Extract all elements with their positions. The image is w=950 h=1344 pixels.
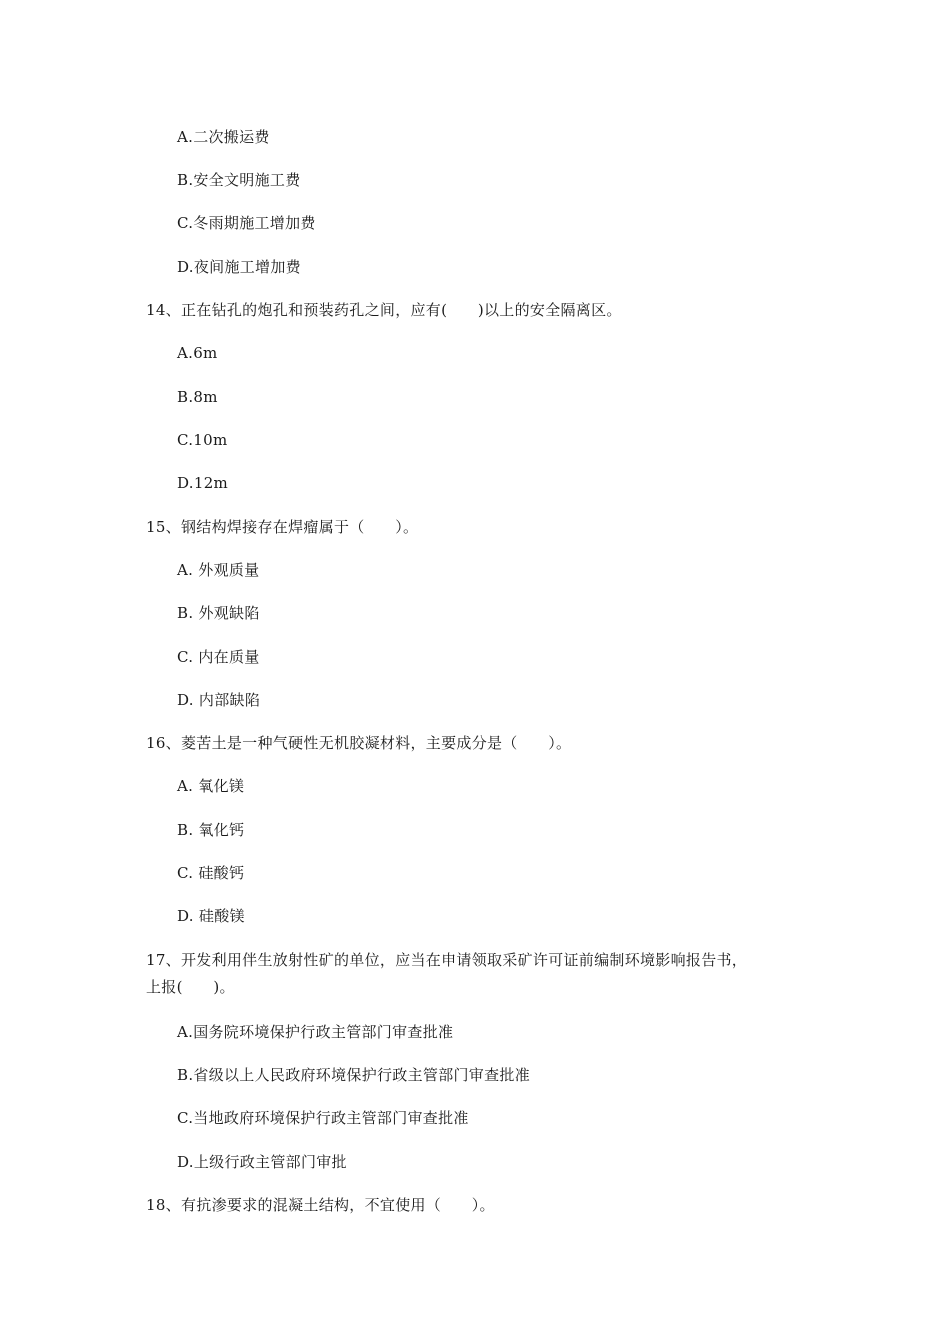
q13-option-c: C.冬雨期施工增加费 bbox=[177, 214, 316, 232]
q15-option-b: B. 外观缺陷 bbox=[177, 604, 260, 622]
q18-stem: 18、有抗渗要求的混凝土结构，不宜使用（ ）。 bbox=[146, 1196, 495, 1214]
q14-option-d: D.12m bbox=[177, 474, 229, 492]
q14-option-a: A.6m bbox=[177, 344, 218, 362]
q17-option-d: D.上级行政主管部门审批 bbox=[177, 1153, 347, 1171]
q14-option-b: B.8m bbox=[177, 388, 218, 406]
q14-stem: 14、正在钻孔的炮孔和预装药孔之间，应有( )以上的安全隔离区。 bbox=[146, 301, 622, 319]
q17-option-c: C.当地政府环境保护行政主管部门审查批准 bbox=[177, 1109, 469, 1127]
q13-option-a: A.二次搬运费 bbox=[177, 128, 270, 146]
q16-option-d: D. 硅酸镁 bbox=[177, 907, 245, 925]
q13-option-d: D.夜间施工增加费 bbox=[177, 258, 301, 276]
q15-option-d: D. 内部缺陷 bbox=[177, 691, 261, 709]
q16-stem: 16、菱苦土是一种气硬性无机胶凝材料，主要成分是（ ）。 bbox=[146, 734, 572, 752]
q15-option-c: C. 内在质量 bbox=[177, 648, 260, 666]
q17-option-a: A.国务院环境保护行政主管部门审查批准 bbox=[177, 1023, 454, 1041]
q15-option-a: A. 外观质量 bbox=[177, 561, 260, 579]
q17-stem-line2: 上报( )。 bbox=[146, 978, 235, 996]
q13-option-b: B.安全文明施工费 bbox=[177, 171, 301, 189]
q16-option-a: A. 氧化镁 bbox=[177, 777, 245, 795]
q16-option-b: B. 氧化钙 bbox=[177, 821, 245, 839]
q17-option-b: B.省级以上人民政府环境保护行政主管部门审查批准 bbox=[177, 1066, 530, 1084]
q15-stem: 15、钢结构焊接存在焊瘤属于（ ）。 bbox=[146, 518, 419, 536]
q14-option-c: C.10m bbox=[177, 431, 228, 449]
q16-option-c: C. 硅酸钙 bbox=[177, 864, 245, 882]
q17-stem-line1: 17、开发利用伴生放射性矿的单位，应当在申请领取采矿许可证前编制环境影响报告书， bbox=[146, 951, 748, 969]
